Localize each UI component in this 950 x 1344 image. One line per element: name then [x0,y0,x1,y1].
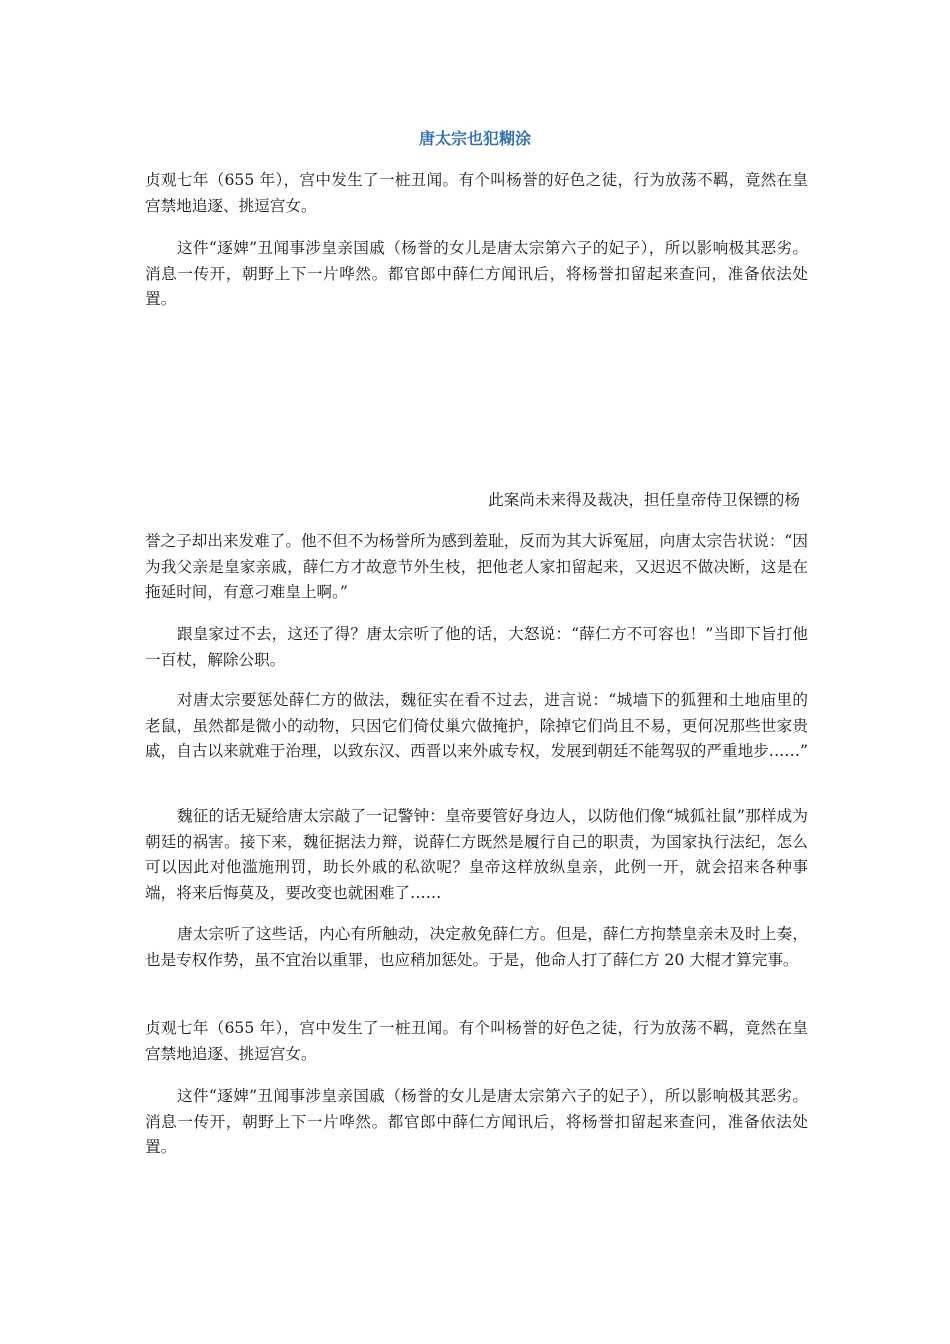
paragraph-6: 对唐太宗要惩处薛仁方的做法，魏征实在看不过去，进言说：“城墙下的狐狸和土地庙里的老鼠，虽然都是微小的动物，只因它们倚仗巢穴做掩护，除掉它们尚且不易，更何况那些世家贵戚，自古以来就难于治理，以致东汉、西晋以来外戚专权，发展到朝廷不能驾驭的严重地步……” [145,691,808,760]
paragraph-1: 贞观七年（655 年），宫中发生了一桩丑闻。有个叫杨誉的好色之徒，行为放荡不羁，竟然在皇宫禁地追逐、挑逗宫女。 [145,171,808,215]
paragraph-9: 贞观七年（655 年），宫中发生了一桩丑闻。有个叫杨誉的好色之徒，行为放荡不羁，竟然在皇宫禁地追逐、挑逗宫女。 [145,1019,808,1063]
paragraph-5: 跟皇家过不去，这还了得？唐太宗听了他的话，大怒说：“薛仁方不可容也！”当即下旨打他一百杖，解除公职。 [145,625,808,669]
paragraph-7: 魏征的话无疑给唐太宗敲了一记警钟：皇帝要管好身边人，以防他们像“城狐社鼠”那样成为朝廷的祸害。接下来，魏征据法力辩，说薛仁方既然是履行自己的职责，为国家执行法纪，怎么可以因此对他滥施刑罚，助长外戚的私欲呢？皇帝这样放纵皇亲，此例一开，就会招来各种事端，将来后悔莫及，要改变也就困难了…… [145,807,808,902]
paragraph-3-right-aligned-line: 此案尚未来得及裁决，担任皇帝侍卫保镖的杨 [488,491,800,509]
paragraph-8: 唐太宗听了这些话，内心有所触动，决定赦免薛仁方。但是，薛仁方拘禁皇亲未及时上奏，也是专权作势，虽不宜治以重罪，也应稍加惩处。于是，他命人打了薛仁方 20 大棍才算完事。 [145,925,808,969]
document-title: 唐太宗也犯糊涂 [418,129,531,148]
paragraph-2: 这件“逐婢”丑闻事涉皇亲国戚（杨誉的女儿是唐太宗第六子的妃子），所以影响极其恶劣。消息一传开，朝野上下一片哗然。都官郎中薛仁方闻讯后，将杨誉扣留起来查问，准备依法处置。 [145,239,808,308]
paragraph-4: 誉之子却出来发难了。他不但不为杨誉所为感到羞耻，反而为其大诉冤屈，向唐太宗告状说：“因为我父亲是皇家亲戚，薛仁方才故意节外生枝，把他老人家扣留起来，又迟迟不做决断，这是在拖延时间，有意刁难皇上啊。” [145,532,808,601]
paragraph-10: 这件“逐婢”丑闻事涉皇亲国戚（杨誉的女儿是唐太宗第六子的妃子），所以影响极其恶劣。消息一传开，朝野上下一片哗然。都官郎中薛仁方闻讯后，将杨誉扣留起来查问，准备依法处置。 [145,1087,808,1156]
